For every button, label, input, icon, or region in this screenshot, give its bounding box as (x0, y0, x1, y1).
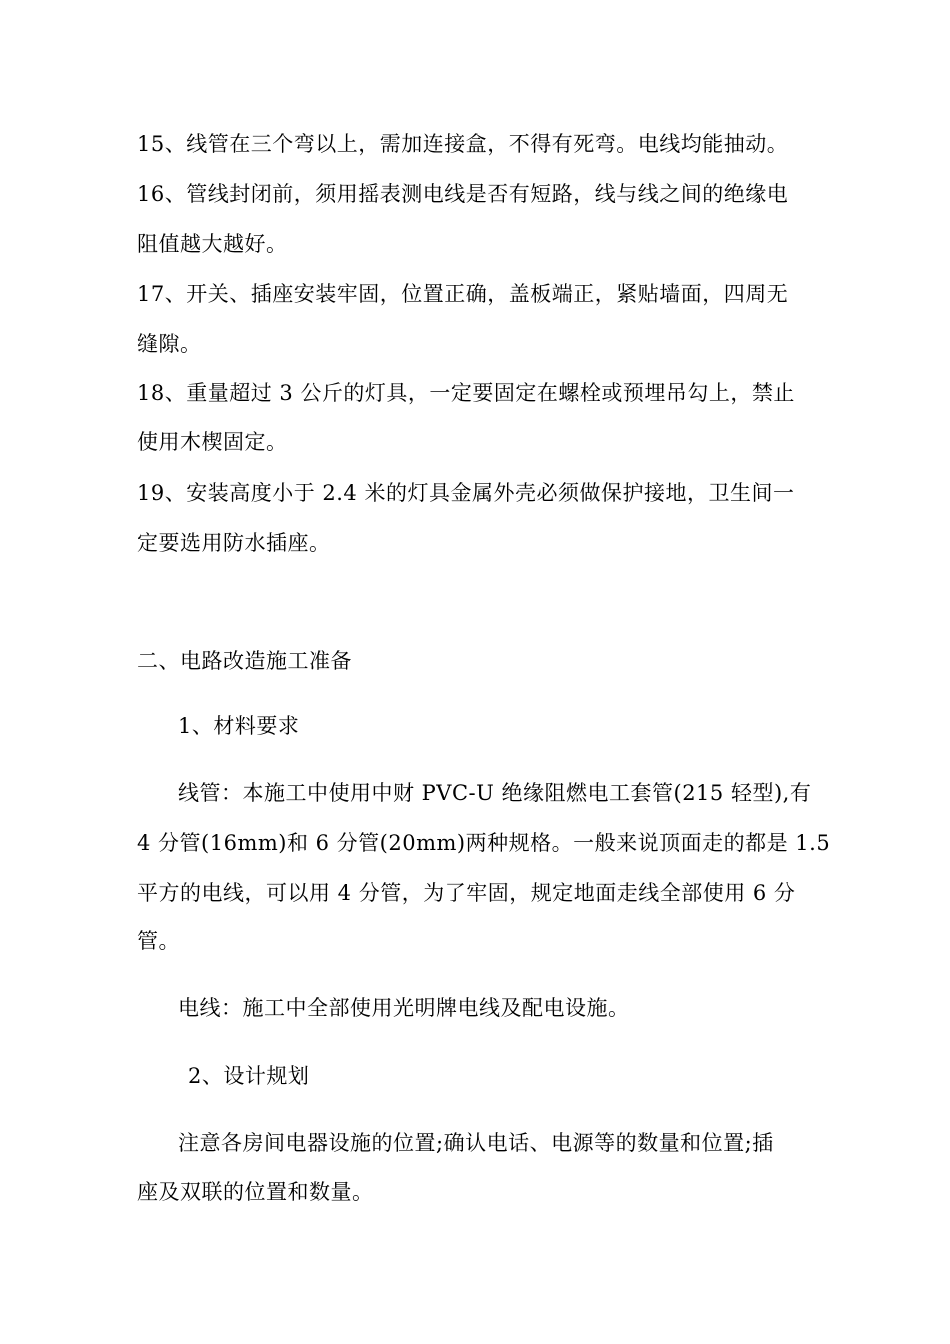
item-16-line-1: 16、管线封闭前，须用摇表测电线是否有短路，线与线之间的绝缘电 (137, 182, 789, 206)
plan-paragraph-line-2: 座及双联的位置和数量。 (137, 1180, 374, 1204)
section-title: 二、电路改造施工准备 (137, 649, 352, 673)
item-17-line-2: 缝隙。 (137, 332, 202, 356)
item-16-line-2: 阻值越大越好。 (137, 232, 288, 256)
wire-paragraph: 电线：施工中全部使用光明牌电线及配电设施。 (178, 996, 630, 1020)
subsection-design: 2、设计规划 (188, 1064, 310, 1088)
item-19-line-2: 定要选用防水插座。 (137, 531, 331, 555)
item-18-line-1: 18、重量超过 3 公斤的灯具，一定要固定在螺栓或预埋吊勾上，禁止 (137, 381, 795, 405)
item-19-line-1: 19、安装高度小于 2.4 米的灯具金属外壳必须做保护接地，卫生间一 (137, 481, 795, 505)
item-15-line-1: 15、线管在三个弯以上，需加连接盒，不得有死弯。电线均能抽动。 (137, 132, 789, 156)
pipe-paragraph-line-2: 4 分管(16mm)和 6 分管(20mm)两种规格。一般来说顶面走的都是 1.5 (137, 831, 831, 855)
pipe-paragraph-line-4: 管。 (137, 929, 180, 953)
plan-paragraph-line-1: 注意各房间电器设施的位置;确认电话、电源等的数量和位置;插 (178, 1131, 774, 1155)
item-17-line-1: 17、开关、插座安装牢固，位置正确，盖板端正，紧贴墙面，四周无 (137, 282, 789, 306)
pipe-paragraph-line-3: 平方的电线，可以用 4 分管，为了牢固，规定地面走线全部使用 6 分 (137, 881, 796, 905)
pipe-paragraph-line-1: 线管：本施工中使用中财 PVC-U 绝缘阻燃电工套管(215 轻型),有 (178, 781, 812, 805)
subsection-materials: 1、材料要求 (178, 714, 300, 738)
item-18-line-2: 使用木楔固定。 (137, 430, 288, 454)
